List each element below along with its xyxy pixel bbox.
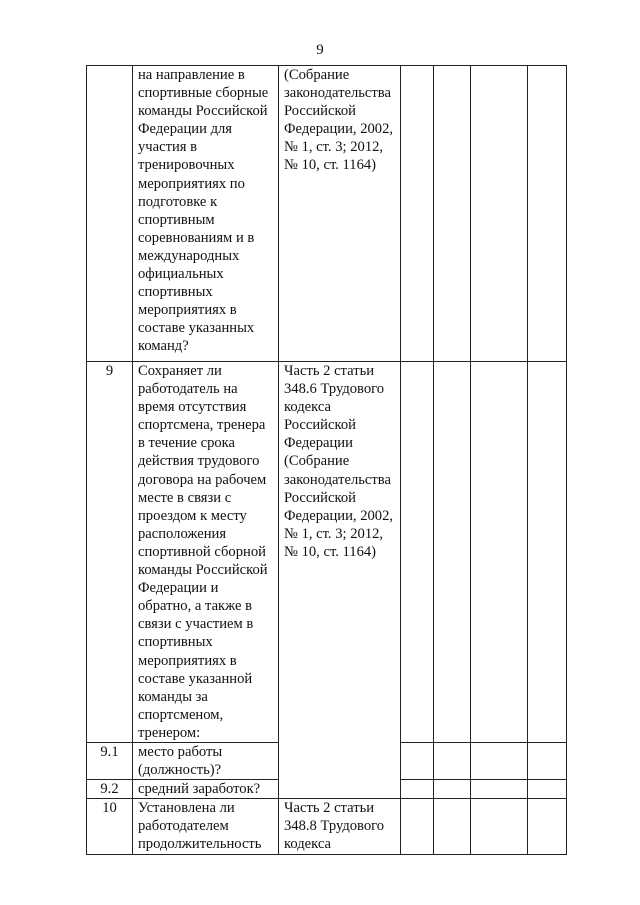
answer-no-cell bbox=[434, 362, 471, 743]
answer-yes-cell bbox=[401, 780, 434, 799]
answer-yes-cell bbox=[401, 362, 434, 743]
row-number-cell: 10 bbox=[87, 799, 133, 854]
answer-na-cell bbox=[471, 66, 528, 362]
answer-yes-cell bbox=[401, 799, 434, 854]
requirements-table bbox=[86, 65, 567, 855]
answer-na-cell bbox=[471, 780, 528, 799]
answer-no-cell bbox=[434, 799, 471, 854]
answer-no-cell bbox=[434, 780, 471, 799]
row-number-cell: 9.1 bbox=[87, 742, 133, 779]
row-number-cell bbox=[87, 66, 133, 362]
table-row bbox=[87, 66, 567, 362]
row-number-cell: 9 bbox=[87, 362, 133, 743]
answer-na-cell bbox=[471, 362, 528, 743]
reference-cell: Часть 2 статьи 348.8 Трудового кодекса bbox=[279, 799, 401, 854]
notes-cell bbox=[528, 362, 567, 743]
question-cell: место работы (должность)? bbox=[133, 742, 279, 779]
row-number-cell: 9.2 bbox=[87, 780, 133, 799]
answer-no-cell bbox=[434, 742, 471, 779]
page-number: 9 bbox=[316, 42, 324, 58]
notes-cell bbox=[528, 780, 567, 799]
question-cell: средний заработок? bbox=[133, 780, 279, 799]
notes-cell bbox=[528, 742, 567, 779]
answer-no-cell bbox=[434, 66, 471, 362]
table-row bbox=[87, 799, 567, 854]
notes-cell bbox=[528, 66, 567, 362]
notes-cell bbox=[528, 799, 567, 854]
answer-na-cell bbox=[471, 799, 528, 854]
reference-cell: (Собрание законодательства Российской Федерации, 2002, № 1, ст. 3; 2012, № 10, ст. 1164) bbox=[279, 66, 401, 362]
reference-cell: Часть 2 статьи 348.6 Трудового кодекса Российской Федерации (Собрание законодательства Российской Федерации, 2002, № 1, ст. 3; 2012, № 10, ст. 1164) bbox=[279, 362, 401, 799]
answer-yes-cell bbox=[401, 742, 434, 779]
answer-na-cell bbox=[471, 742, 528, 779]
question-cell: Сохраняет ли работодатель на время отсутствия спортсмена, тренера в течение срока действия трудового договора на рабочем месте в связи с проездом к месту расположения спортивной сборной команды Российской Федерации и обратно, а также в связи с участием в спортивных мероприятиях в составе указанной команды за спортсменом, тренером: bbox=[133, 362, 279, 743]
answer-yes-cell bbox=[401, 66, 434, 362]
table-row bbox=[87, 362, 567, 743]
question-cell: Установлена ли работодателем продолжительность bbox=[133, 799, 279, 854]
question-cell: на направление в спортивные сборные команды Российской Федерации для участия в тренировочных мероприятиях по подготовке к спортивным соревнованиям и в международных официальных спортивных мероприятиях в составе указанных команд? bbox=[133, 66, 279, 362]
